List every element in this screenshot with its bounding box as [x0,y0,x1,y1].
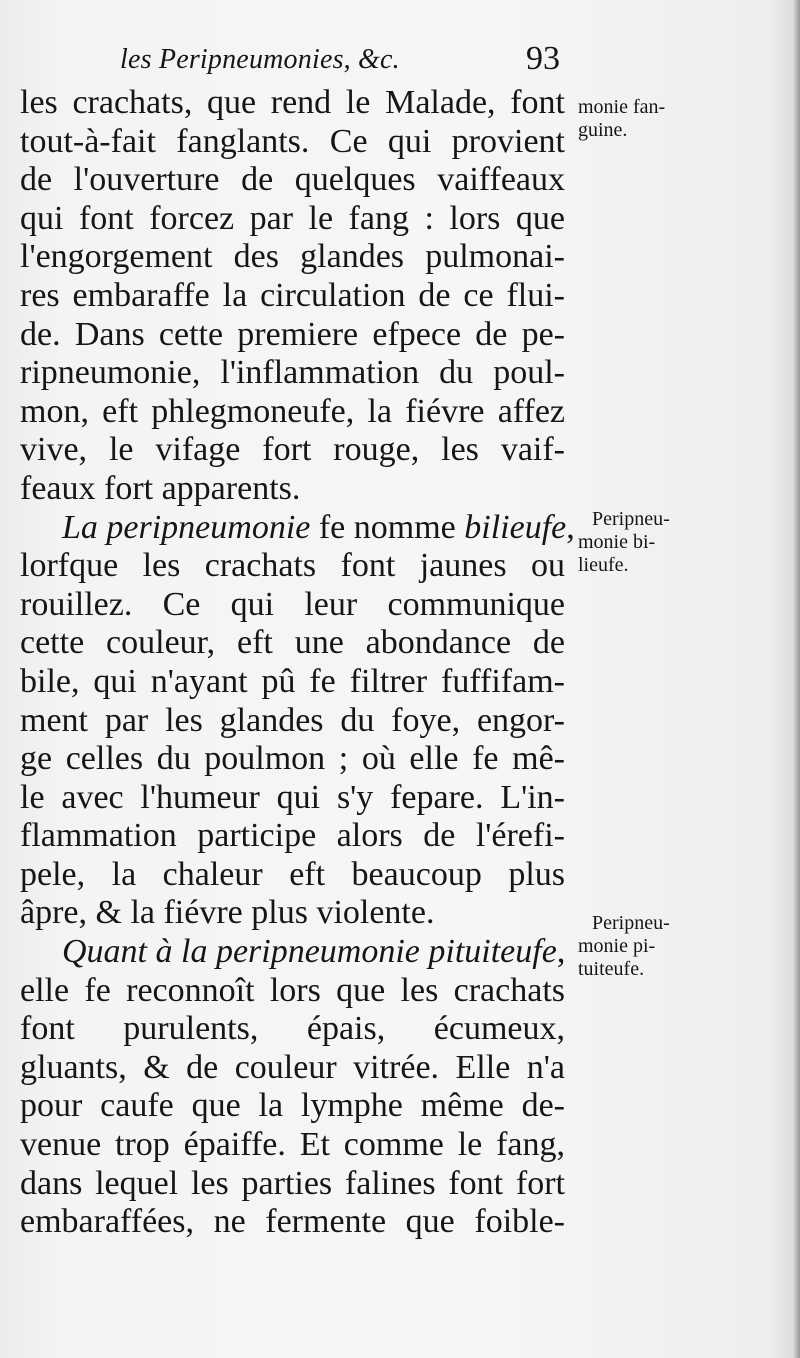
text-line: l'engorgement des glandes pulmonai- [20,238,565,276]
text-line: elle fe reconnoît lors que les crachats [20,971,565,1009]
margin-note-line: guine. [578,119,628,141]
margin-note-pituiteuse [578,912,718,981]
text-line [20,508,575,548]
paragraph-sanguine [20,84,565,509]
text-line: feaux fort apparents. [20,469,301,507]
text-line: de l'ouverture de quelques vaiffeaux [20,161,565,199]
margin-note-sanguine [578,96,718,142]
text-line: ripneumonie, l'inflammation du poul- [20,354,565,392]
main-text-column [20,84,575,1242]
text-line: dans lequel les parties falines font fort [20,1164,565,1202]
text-line: flammation participe alors de l'érefi- [20,817,565,855]
text-run: fe nomme [310,508,465,546]
text-line: cette couleur, eft une abondance de [20,624,565,662]
text-line: âpre, & la fiévre plus violente. [20,894,435,932]
text-line: qui font forcez par le fang : lors que [20,199,565,237]
text-line: vive, le vifage fort rouge, les vaif- [20,431,565,469]
margin-note-line: monie bi- [578,531,656,553]
text-line: tout-à-fait fanglants. Ce qui provient [20,122,565,160]
text-line: venue trop épaiffe. Et comme le fang, [20,1126,565,1164]
italic-term: La peripneumonie [62,508,311,546]
text-line: embaraffées, ne fermente que foible- [20,1203,565,1241]
italic-term: Quant à la peripneumonie pituiteufe [62,933,557,971]
text-line: ge celles du poulmon ; où elle fe mê- [20,740,565,778]
text-line: ment par les glandes du foye, engor- [20,701,565,739]
margin-note-line: lieufe. [578,554,629,576]
text-run: , [566,508,575,546]
margin-note-bilieuse [578,508,718,577]
page-header [120,40,570,84]
text-line: font purulents, épais, écumeux, [20,1010,565,1048]
italic-term: bilieufe [464,508,567,546]
text-line: gluants, & de couleur vitrée. Elle n'a [20,1048,565,1086]
text-line: les crachats, que rend le Malade, font [20,84,565,121]
text-line: lorfque les crachats font jaunes ou [20,547,565,585]
page-number: 93 [526,40,560,77]
running-head: les Peripneumonies, &c. [120,44,400,75]
text-line: le avec l'humeur qui s'y fepare. L'in- [20,778,565,816]
text-line: bile, qui n'ayant pû fe filtrer fuffifam- [20,662,565,700]
margin-note-line: Peripneu- [592,508,670,530]
paragraph-pituiteuse [20,933,565,1242]
text-line: de. Dans cette premiere efpece de pe- [20,315,565,353]
margin-note-line: monie pi- [578,935,656,957]
text-line [20,933,565,972]
margin-note-line: tuiteufe. [578,958,645,980]
text-line: mon, eft phlegmoneufe, la fiévre affez [20,392,565,430]
text-run: , [556,933,566,971]
margin-note-line: Peripneu- [592,912,670,934]
text-line: rouillez. Ce qui leur communique [20,585,565,623]
paragraph-bilieuse [20,508,575,934]
page-gutter-shadow [794,0,800,1358]
text-line: pour caufe que la lymphe même de- [20,1087,565,1125]
text-line: pele, la chaleur eft beaucoup plus [20,855,565,893]
text-line: res embaraffe la circulation de ce flui- [20,276,565,314]
margin-note-line: monie fan- [578,96,666,118]
